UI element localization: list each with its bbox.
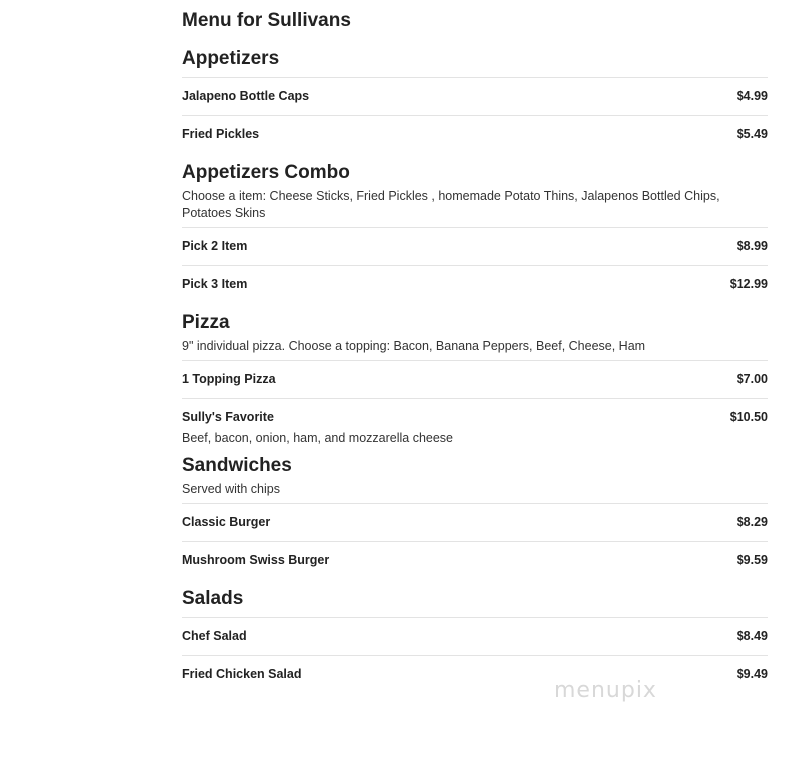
menu-item	[182, 360, 768, 398]
section-pizza	[182, 311, 768, 456]
item-name: 1 Topping Pizza	[182, 372, 276, 386]
menu-item	[182, 655, 768, 693]
item-price: $9.49	[736, 667, 768, 681]
item-name: Mushroom Swiss Burger	[182, 553, 330, 567]
menu-item	[182, 227, 768, 265]
item-price: $8.49	[736, 629, 768, 643]
section-title: Sandwiches	[182, 455, 292, 476]
menu-item	[182, 265, 768, 303]
item-name: Fried Pickles	[182, 127, 260, 141]
menu-item	[182, 115, 768, 153]
section-description: 9" individual pizza. Choose a topping: Bacon, Banana Peppers, Beef, Cheese, Ham	[182, 339, 646, 353]
section-title: Appetizers	[182, 48, 280, 69]
item-price: $12.99	[729, 277, 768, 291]
section-appetizers	[182, 47, 768, 153]
menu-item	[182, 398, 768, 456]
item-price: $9.59	[736, 553, 768, 567]
item-name: Chef Salad	[182, 629, 247, 643]
menu-item	[182, 77, 768, 115]
menu-item	[182, 541, 768, 579]
item-price: $10.50	[729, 410, 768, 424]
item-name: Fried Chicken Salad	[182, 667, 302, 681]
item-price: $7.00	[736, 372, 768, 386]
watermark-logo: menupix	[554, 678, 657, 703]
section-title: Appetizers Combo	[182, 162, 350, 183]
item-name: Sully's Favorite	[182, 410, 274, 424]
item-name: Pick 3 Item	[182, 277, 248, 291]
menu-page	[182, 0, 768, 693]
item-description: Beef, bacon, onion, ham, and mozzarella cheese	[182, 431, 454, 445]
section-description: Served with chips	[182, 482, 280, 496]
section-salads	[182, 587, 768, 693]
section-sandwiches	[182, 454, 768, 579]
item-price: $5.49	[736, 127, 768, 141]
menu-item	[182, 617, 768, 655]
menu-item	[182, 503, 768, 541]
item-name: Pick 2 Item	[182, 239, 248, 253]
item-price: $8.99	[736, 239, 768, 253]
item-name: Jalapeno Bottle Caps	[182, 89, 310, 103]
section-appetizers-combo	[182, 161, 768, 303]
section-description: Choose a item: Cheese Sticks, Fried Pickles , homemade Potato Thins, Jalapenos Bottled Chips, Potatoes Skins	[182, 189, 720, 220]
item-name: Classic Burger	[182, 515, 271, 529]
item-price: $4.99	[736, 89, 768, 103]
section-title: Salads	[182, 588, 244, 609]
item-price: $8.29	[736, 515, 768, 529]
page-title: Menu for Sullivans	[182, 10, 351, 31]
section-title: Pizza	[182, 312, 230, 333]
